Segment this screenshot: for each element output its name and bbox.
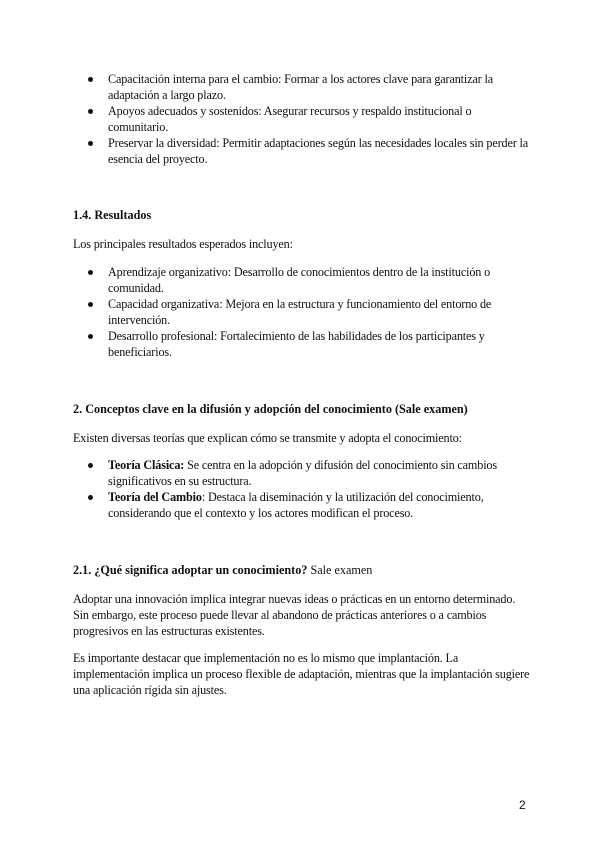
term-description: Se centra en la adopción y difusión del conocimiento sin cambios significativos en su estructura. [108,458,497,488]
bullet-icon [88,141,93,146]
term-label: Teoría Clásica: [108,458,185,472]
section-heading-adoptar-note: Sale examen [307,563,373,577]
list-item: Preservar la diversidad: Permitir adaptaciones según las necesidades locales sin perder la esencia del proyecto. [73,135,533,167]
list-item: Desarrollo profesional: Fortalecimiento de las habilidades de los participantes y beneficiarios. [73,328,533,360]
bullet-list-strategies [73,71,533,167]
section-heading-adoptar-bold: 2.1. ¿Qué significa adoptar un conocimiento? [73,563,308,577]
section-intro-resultados: Los principales resultados esperados incluyen: [73,237,293,251]
section-heading-resultados: 1.4. Resultados [73,208,152,222]
paragraph-implementacion: Es importante destacar que implementación no es lo mismo que implantación. La implementación implica un proceso flexible de adaptación, mientras que la implantación sugiere una aplicación rígida sin ajustes. [73,651,530,697]
bullet-list-resultados [73,264,533,360]
bullet-icon [88,463,93,468]
list-item: Capacitación interna para el cambio: Formar a los actores clave para garantizar la adaptación a largo plazo. [73,71,533,103]
bullet-icon [88,302,93,307]
section-heading-conceptos: 2. Conceptos clave en la difusión y adopción del conocimiento (Sale examen) [73,402,468,416]
section-heading-adoptar [73,562,372,578]
bullet-icon [88,270,93,275]
bullet-icon [88,334,93,339]
paragraph-adoptar: Adoptar una innovación implica integrar nuevas ideas o prácticas en un entorno determinado. Sin embargo, este proceso puede llevar al abandono de prácticas anteriores o a cambios progresivos en las estructuras existentes. [73,592,516,638]
bullet-icon [88,77,93,82]
term-label: Teoría del Cambio [108,490,202,504]
term-description: : Destaca la diseminación y la utilización del conocimiento, considerando que el contexto y los actores modifican el proceso. [108,490,484,520]
page-number: 2 [519,798,526,812]
list-item: Capacidad organizativa: Mejora en la estructura y funcionamiento del entorno de intervención. [73,296,533,328]
list-item [73,489,533,521]
bullet-icon [88,495,93,500]
list-item: Apoyos adecuados y sostenidos: Asegurar recursos y respaldo institucional o comunitario. [73,103,533,135]
bullet-icon [88,109,93,114]
list-item: Aprendizaje organizativo: Desarrollo de conocimientos dentro de la institución o comunidad. [73,264,533,296]
section-intro-conceptos: Existen diversas teorías que explican cómo se transmite y adopta el conocimiento: [73,431,462,445]
list-item [73,457,533,489]
bullet-list-teorias [73,457,533,521]
